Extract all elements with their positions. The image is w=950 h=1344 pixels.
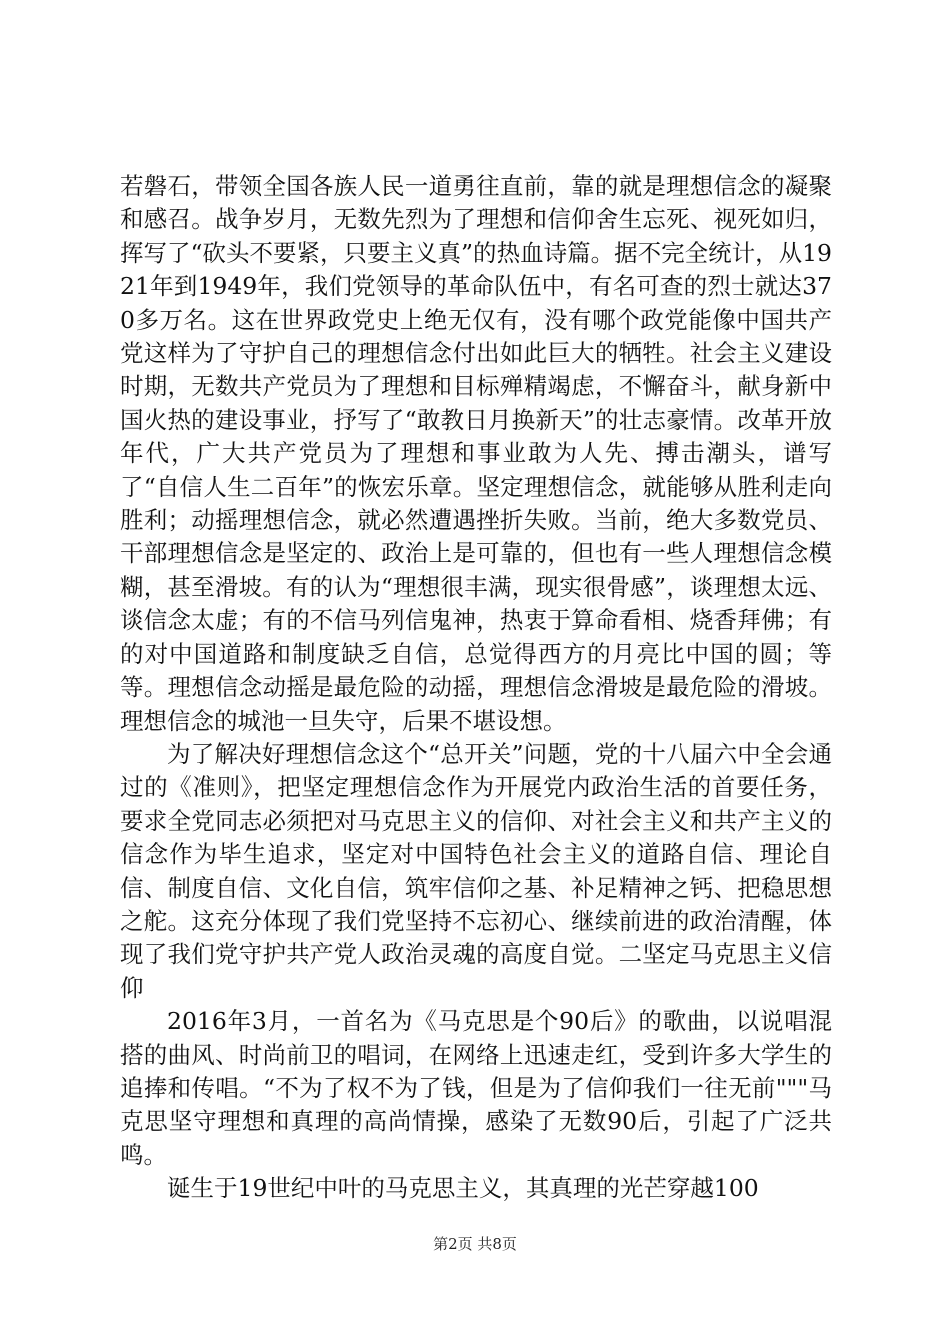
paragraph-marxism-origin: 诞生于19世纪中叶的马克思主义，其真理的光芒穿越100 bbox=[167, 1174, 759, 1203]
page-number: 第2页 共8页 bbox=[433, 1235, 517, 1253]
paragraph-marx-song: 2016年3月，一首名为《马克思是个90后》的歌曲，以说唱混搭的曲风、时尚前卫的唱词，在网络上迅速走红，受到许多大学生的追捧和传唱。“不为了权不为了钱，但是为了信仰我们一往无前"""马克思坚守理想和真理的高尚情操，感染了无数90后，引起了广泛共鸣。 bbox=[120, 1007, 832, 1169]
body-text bbox=[120, 170, 832, 1206]
paragraph-ideals-switch: 为了解决好理想信念这个“总开关”问题，党的十八届六中全会通过的《准则》，把坚定理想信念作为开展党内政治生活的首要任务，要求全党同志必须把对马克思主义的信仰、对社会主义和共产主义的信念作为毕生追求，坚定对中国特色社会主义的道路自信、理论自信、制度自信、文化自信，筑牢信仰之基、补足精神之钙、把稳思想之舵。这充分体现了我们党坚持不忘初心、继续前进的政治清醒，体现了我们党守护共产党人政治灵魂的高度自觉。二坚定马克思主义信仰 bbox=[120, 739, 832, 1002]
page-footer bbox=[0, 1234, 950, 1254]
paragraph-continuation: 若磐石，带领全国各族人民一道勇往直前，靠的就是理想信念的凝聚和感召。战争岁月，无数先烈为了理想和信仰舍生忘死、视死如归，挥写了“砍头不要紧，只要主义真”的热血诗篇。据不完全统计，从1921年到1949年，我们党领导的革命队伍中，有名可查的烈士就达370多万名。这在世界政党史上绝无仅有，没有哪个政党能像中国共产党这样为了守护自己的理想信念付出如此巨大的牺牲。社会主义建设时期，无数共产党员为了理想和目标殚精竭虑，不懈奋斗，献身新中国火热的建设事业，抒写了“敢教日月换新天”的壮志豪情。改革开放年代，广大共产党员为了理想和事业敢为人先、搏击潮头，谱写了“自信人生二百年”的恢宏乐章。坚定理想信念，就能够从胜利走向胜利；动摇理想信念，就必然遭遇挫折失败。当前，绝大多数党员、干部理想信念是坚定的、政治上是可靠的，但也有一些人理想信念模糊，甚至滑坡。有的认为“理想很丰满，现实很骨感”，谈理想太远、谈信念太虚；有的不信马列信鬼神，热衷于算命看相、烧香拜佛；有的对中国道路和制度缺乏自信，总觉得西方的月亮比中国的圆；等等。理想信念动摇是最危险的动摇，理想信念滑坡是最危险的滑坡。理想信念的城池一旦失守，后果不堪设想。 bbox=[120, 172, 832, 735]
